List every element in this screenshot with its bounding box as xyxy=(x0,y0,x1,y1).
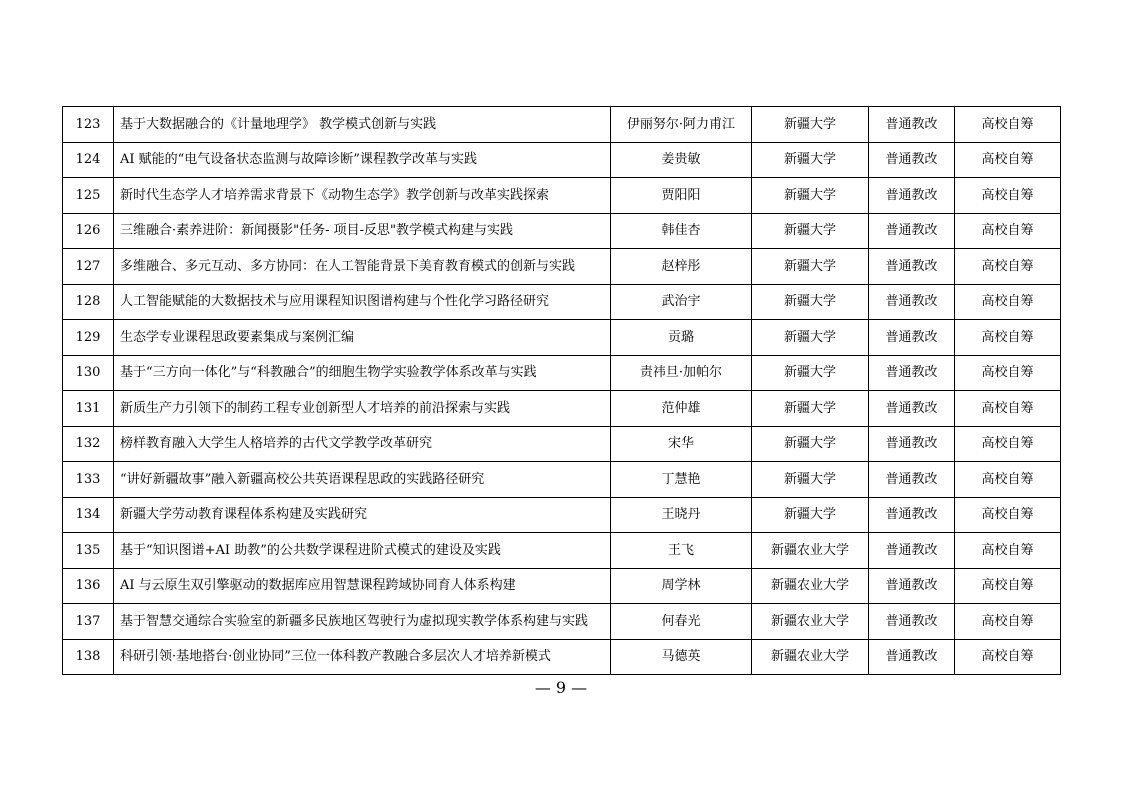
project-title: 新时代生态学人才培养需求背景下《动物生态学》教学创新与改革实践探索 xyxy=(114,178,611,214)
table-row xyxy=(63,142,1061,178)
funding-type: 高校自筹 xyxy=(955,320,1061,356)
row-number: 130 xyxy=(63,355,114,391)
funding-type: 高校自筹 xyxy=(955,178,1061,214)
project-title: 人工智能赋能的大数据技术与应用课程知识图谱构建与个性化学习路径研究 xyxy=(114,284,611,320)
table-row xyxy=(63,426,1061,462)
project-category: 普通教改 xyxy=(869,355,955,391)
project-leader: 王飞 xyxy=(611,533,752,569)
project-title: 新质生产力引领下的制药工程专业创新型人才培养的前沿探索与实践 xyxy=(114,391,611,427)
funding-type: 高校自筹 xyxy=(955,497,1061,533)
funding-type: 高校自筹 xyxy=(955,462,1061,498)
funding-type: 高校自筹 xyxy=(955,107,1061,143)
school-name: 新疆农业大学 xyxy=(752,533,869,569)
school-name: 新疆大学 xyxy=(752,107,869,143)
project-title: 榜样教育融入大学生人格培养的古代文学教学改革研究 xyxy=(114,426,611,462)
school-name: 新疆大学 xyxy=(752,497,869,533)
project-leader: 宋华 xyxy=(611,426,752,462)
table-body xyxy=(63,107,1061,675)
project-leader: 伊丽努尔·阿力甫江 xyxy=(611,107,752,143)
project-title: “讲好新疆故事”融入新疆高校公共英语课程思政的实践路径研究 xyxy=(114,462,611,498)
row-number: 124 xyxy=(63,142,114,178)
school-name: 新疆大学 xyxy=(752,178,869,214)
row-number: 137 xyxy=(63,604,114,640)
row-number: 123 xyxy=(63,107,114,143)
project-title: 科研引领·基地搭台·创业协同”三位一体科教产教融合多层次人才培养新模式 xyxy=(114,639,611,675)
school-name: 新疆大学 xyxy=(752,320,869,356)
school-name: 新疆大学 xyxy=(752,213,869,249)
project-leader: 责祎旦·加帕尔 xyxy=(611,355,752,391)
project-leader: 武治宇 xyxy=(611,284,752,320)
project-leader: 丁慧艳 xyxy=(611,462,752,498)
school-name: 新疆农业大学 xyxy=(752,568,869,604)
project-title: 多维融合、多元互动、多方协同：在人工智能背景下美育教育模式的创新与实践 xyxy=(114,249,611,285)
project-category: 普通教改 xyxy=(869,533,955,569)
row-number: 135 xyxy=(63,533,114,569)
project-category: 普通教改 xyxy=(869,391,955,427)
project-leader: 贾阳阳 xyxy=(611,178,752,214)
funding-type: 高校自筹 xyxy=(955,604,1061,640)
page-number: — 9 — xyxy=(534,678,588,697)
project-title: 基于“知识图谱+AI 助教”的公共数学课程进阶式模式的建设及实践 xyxy=(114,533,611,569)
row-number: 128 xyxy=(63,284,114,320)
project-leader: 赵梓彤 xyxy=(611,249,752,285)
school-name: 新疆大学 xyxy=(752,142,869,178)
table-row xyxy=(63,497,1061,533)
project-category: 普通教改 xyxy=(869,426,955,462)
project-category: 普通教改 xyxy=(869,568,955,604)
table-row xyxy=(63,355,1061,391)
project-leader: 姜贵敏 xyxy=(611,142,752,178)
project-category: 普通教改 xyxy=(869,213,955,249)
project-category: 普通教改 xyxy=(869,604,955,640)
table-row xyxy=(63,568,1061,604)
project-category: 普通教改 xyxy=(869,497,955,533)
school-name: 新疆大学 xyxy=(752,284,869,320)
school-name: 新疆大学 xyxy=(752,355,869,391)
project-category: 普通教改 xyxy=(869,284,955,320)
project-category: 普通教改 xyxy=(869,142,955,178)
project-leader: 范仲雄 xyxy=(611,391,752,427)
table-row xyxy=(63,391,1061,427)
project-category: 普通教改 xyxy=(869,107,955,143)
project-table xyxy=(62,106,1061,675)
project-leader: 王晓丹 xyxy=(611,497,752,533)
project-title: 基于大数据融合的《计量地理学》 教学模式创新与实践 xyxy=(114,107,611,143)
row-number: 125 xyxy=(63,178,114,214)
table-row xyxy=(63,639,1061,675)
project-leader: 何春光 xyxy=(611,604,752,640)
school-name: 新疆大学 xyxy=(752,462,869,498)
row-number: 136 xyxy=(63,568,114,604)
project-title: AI 与云原生双引擎驱动的数据库应用智慧课程跨域协同育人体系构建 xyxy=(114,568,611,604)
school-name: 新疆农业大学 xyxy=(752,604,869,640)
funding-type: 高校自筹 xyxy=(955,249,1061,285)
funding-type: 高校自筹 xyxy=(955,568,1061,604)
project-category: 普通教改 xyxy=(869,639,955,675)
project-title: 基于“三方向一体化”与“科教融合”的细胞生物学实验教学体系改革与实践 xyxy=(114,355,611,391)
project-category: 普通教改 xyxy=(869,178,955,214)
school-name: 新疆大学 xyxy=(752,391,869,427)
project-leader: 周学林 xyxy=(611,568,752,604)
table-row xyxy=(63,178,1061,214)
row-number: 126 xyxy=(63,213,114,249)
project-leader: 韩佳杏 xyxy=(611,213,752,249)
funding-type: 高校自筹 xyxy=(955,391,1061,427)
project-leader: 马德英 xyxy=(611,639,752,675)
row-number: 131 xyxy=(63,391,114,427)
table-row xyxy=(63,320,1061,356)
table-row xyxy=(63,284,1061,320)
project-title: AI 赋能的“电气设备状态监测与故障诊断”课程教学改革与实践 xyxy=(114,142,611,178)
row-number: 133 xyxy=(63,462,114,498)
funding-type: 高校自筹 xyxy=(955,355,1061,391)
project-category: 普通教改 xyxy=(869,249,955,285)
row-number: 129 xyxy=(63,320,114,356)
row-number: 132 xyxy=(63,426,114,462)
funding-type: 高校自筹 xyxy=(955,142,1061,178)
row-number: 127 xyxy=(63,249,114,285)
funding-type: 高校自筹 xyxy=(955,639,1061,675)
project-title: 新疆大学劳动教育课程体系构建及实践研究 xyxy=(114,497,611,533)
funding-type: 高校自筹 xyxy=(955,213,1061,249)
row-number: 138 xyxy=(63,639,114,675)
funding-type: 高校自筹 xyxy=(955,284,1061,320)
row-number: 134 xyxy=(63,497,114,533)
project-leader: 贡璐 xyxy=(611,320,752,356)
funding-type: 高校自筹 xyxy=(955,426,1061,462)
table-row xyxy=(63,462,1061,498)
table-row xyxy=(63,249,1061,285)
funding-type: 高校自筹 xyxy=(955,533,1061,569)
project-title: 三维融合·素养进阶：新闻摄影"任务- 项目-反思"教学模式构建与实践 xyxy=(114,213,611,249)
school-name: 新疆大学 xyxy=(752,249,869,285)
table-row xyxy=(63,107,1061,143)
project-title: 基于智慧交通综合实验室的新疆多民族地区驾驶行为虚拟现实教学体系构建与实践 xyxy=(114,604,611,640)
project-category: 普通教改 xyxy=(869,320,955,356)
school-name: 新疆大学 xyxy=(752,426,869,462)
school-name: 新疆农业大学 xyxy=(752,639,869,675)
table-row xyxy=(63,213,1061,249)
table-row xyxy=(63,604,1061,640)
project-category: 普通教改 xyxy=(869,462,955,498)
project-title: 生态学专业课程思政要素集成与案例汇编 xyxy=(114,320,611,356)
table-row xyxy=(63,533,1061,569)
